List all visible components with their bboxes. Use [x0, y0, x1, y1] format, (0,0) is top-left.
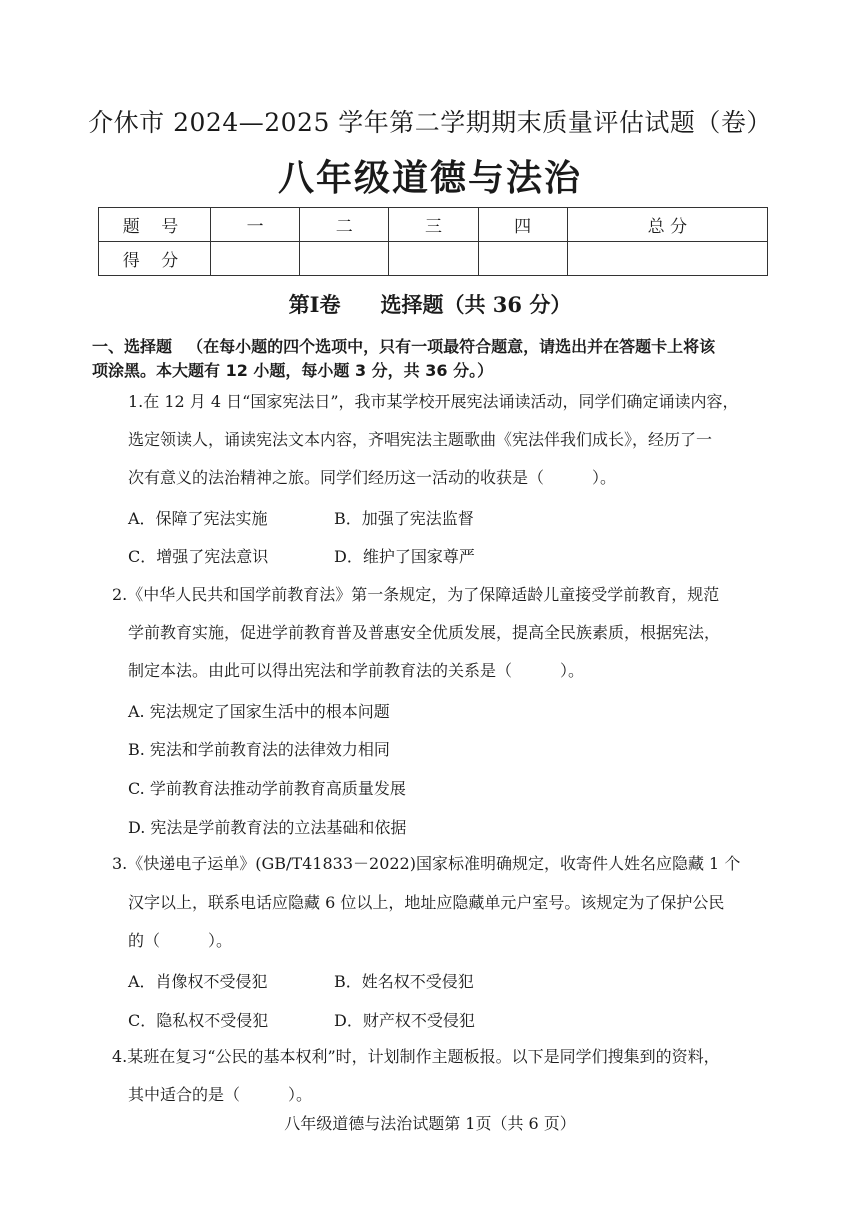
- question-1-line: 次有意义的法治精神之旅。同学们经历这一活动的收获是（ ）。: [128, 468, 617, 487]
- instructions-line-1: [92, 334, 715, 357]
- question-3-line: 3.《快递电子运单》(GB/T41833－2022)国家标准明确规定，收寄件人姓名应隐藏 1 个: [112, 854, 741, 873]
- exam-title: 介休市 2024—2025 学年第二学期期末质量评估试题（卷）: [88, 108, 772, 137]
- score-blank-cell: [389, 242, 478, 276]
- option-b: B. 宪法和学前教育法的法律效力相同: [128, 740, 390, 759]
- option-d: D．维护了国家尊严: [334, 547, 475, 566]
- page-footer: 八年级道德与法治试题第 1页（共 6 页）: [284, 1114, 576, 1133]
- option-b: B．加强了宪法监督: [334, 509, 474, 528]
- instructions-text-1: （在每小题的四个选项中，只有一项最符合题意，请选出并在答题卡上将该: [187, 337, 716, 356]
- score-blank-cell: [300, 242, 389, 276]
- score-table-cell: 题 号: [99, 208, 211, 242]
- score-table: [98, 207, 768, 276]
- instructions-text-2: 项涂黑。本大题有 12 小题，每小题 3 分，共 36 分。）: [92, 361, 494, 380]
- score-blank-cell: [567, 242, 767, 276]
- score-blank-cell: [211, 242, 300, 276]
- score-table-cell: 三: [389, 208, 478, 242]
- question-1-line: 1.在 12 月 4 日“国家宪法日”，我市某学校开展宪法诵读活动，同学们确定诵读内容，: [128, 392, 739, 411]
- section-name: 选择题（共 36 分）: [380, 292, 572, 317]
- option-d: D．财产权不受侵犯: [334, 1011, 475, 1030]
- option-c: C．增强了宪法意识: [128, 547, 269, 566]
- question-3-line: 的（ ）。: [128, 931, 233, 950]
- score-table-header-row: [99, 208, 768, 242]
- score-table-cell: 得 分: [99, 242, 211, 276]
- instructions-label: 一、选择题: [92, 337, 173, 356]
- question-2-line: 制定本法。由此可以得出宪法和学前教育法的关系是（ ）。: [128, 661, 585, 680]
- section-heading: [0, 289, 860, 319]
- option-a: A. 宪法规定了国家生活中的根本问题: [128, 702, 390, 721]
- score-table-cell: 总 分: [567, 208, 767, 242]
- question-2-line: 学前教育实施，促进学前教育普及普惠安全优质发展，提高全民族素质，根据宪法，: [128, 623, 721, 642]
- score-table-score-row: [99, 242, 768, 276]
- question-4-line: 4.某班在复习“公民的基本权利”时，计划制作主题板报。以下是同学们搜集到的资料，: [112, 1047, 720, 1066]
- subject-title: 八年级道德与法治: [277, 158, 582, 199]
- option-d: D. 宪法是学前教育法的立法基础和依据: [128, 818, 407, 837]
- option-c: C．隐私权不受侵犯: [128, 1011, 269, 1030]
- score-table-cell: 四: [478, 208, 567, 242]
- question-2-line: 2.《中华人民共和国学前教育法》第一条规定，为了保障适龄儿童接受学前教育，规范: [112, 585, 720, 604]
- question-3-line: 汉字以上，联系电话应隐藏 6 位以上，地址应隐藏单元户室号。该规定为了保护公民: [128, 893, 725, 912]
- option-a: A．肖像权不受侵犯: [128, 972, 268, 991]
- score-table-cell: 二: [300, 208, 389, 242]
- score-blank-cell: [478, 242, 567, 276]
- section-part: 第Ⅰ卷: [288, 292, 341, 317]
- score-table-cell: 一: [211, 208, 300, 242]
- option-a: A．保障了宪法实施: [128, 509, 268, 528]
- question-4-line: 其中适合的是（ ）。: [128, 1085, 313, 1104]
- option-c: C. 学前教育法推动学前教育高质量发展: [128, 779, 406, 798]
- question-1-line: 选定领读人，诵读宪法文本内容，齐唱宪法主题歌曲《宪法伴我们成长》，经历了一: [128, 430, 713, 449]
- option-b: B．姓名权不受侵犯: [334, 972, 474, 991]
